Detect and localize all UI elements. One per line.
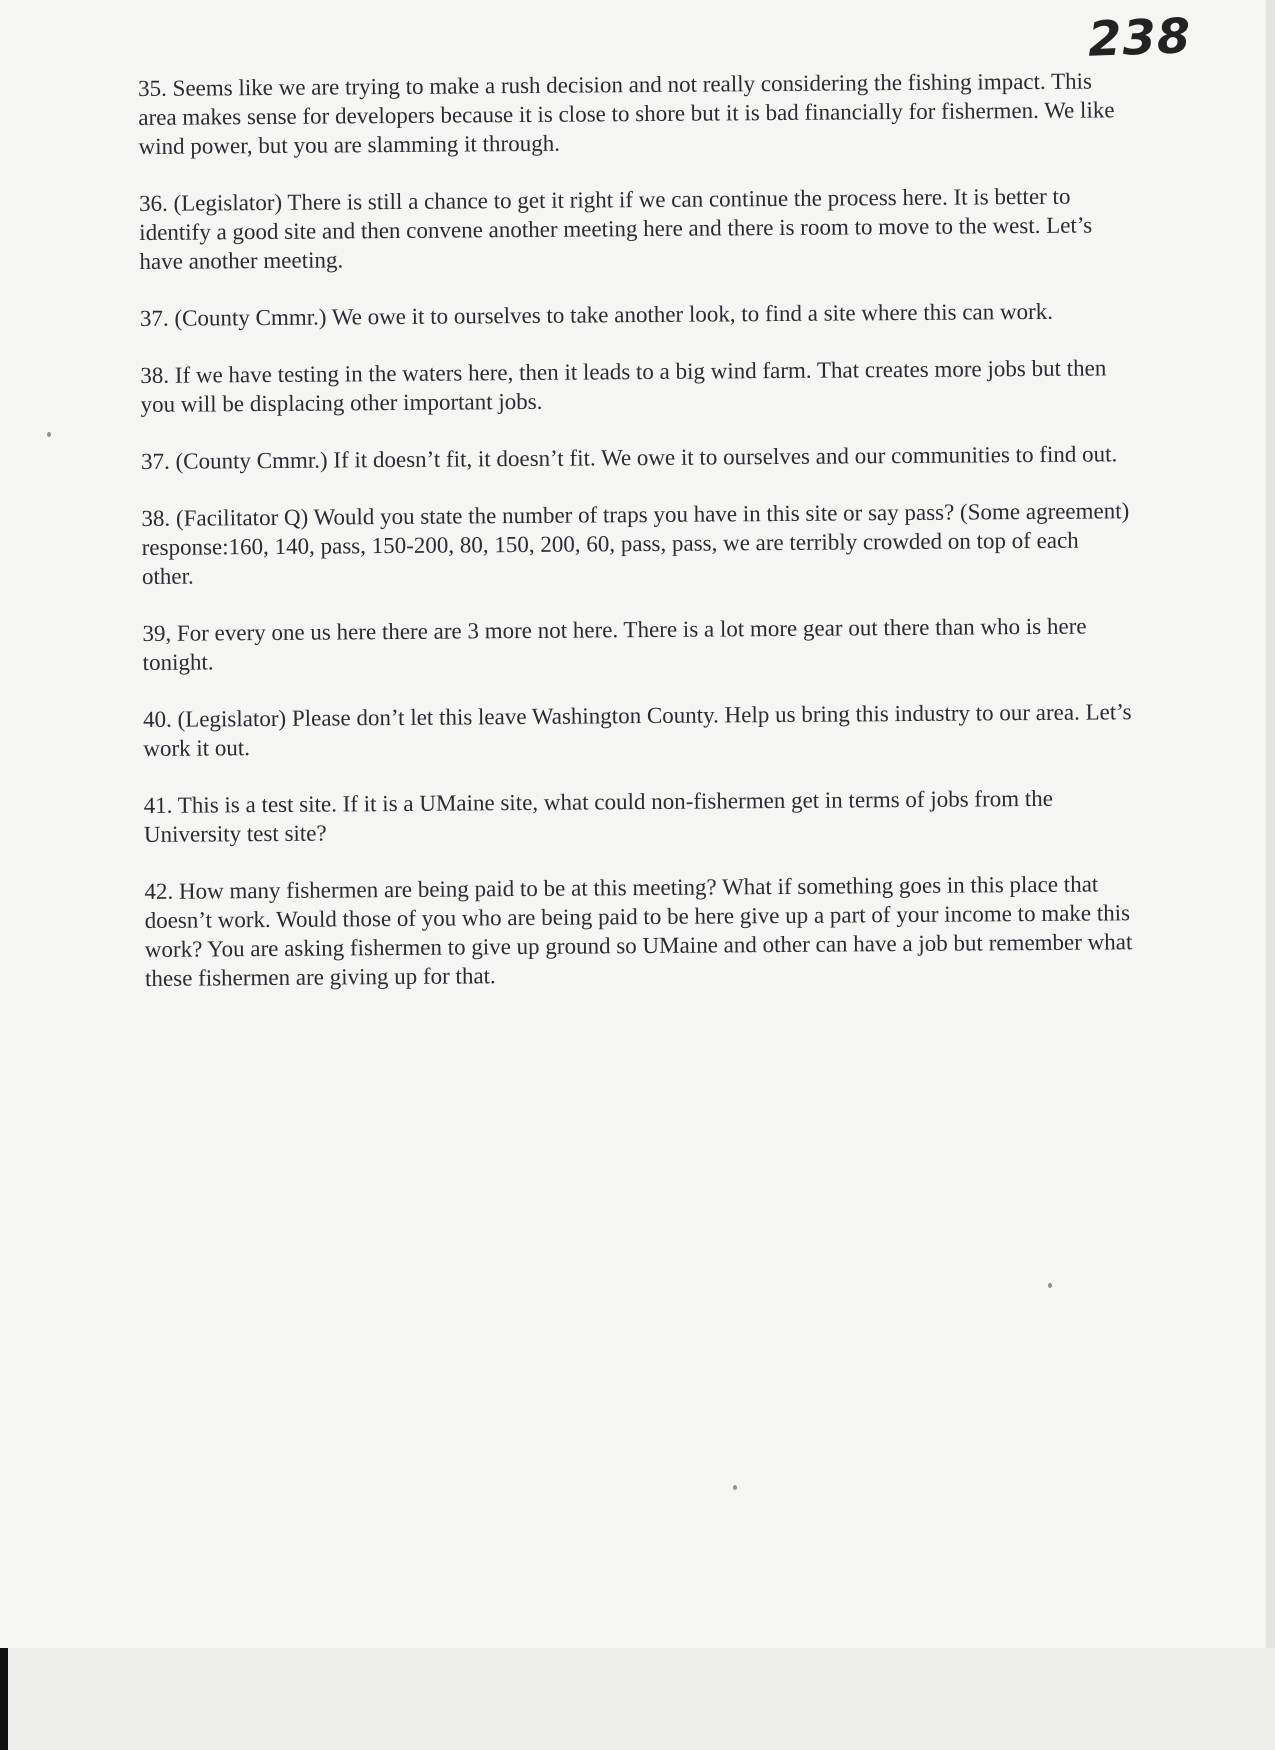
paragraph-37-first: 37. (County Cmmr.) We owe it to ourselves to take another look, to find a site where this can work. [139, 298, 1054, 331]
scan-edge [1266, 0, 1275, 1750]
paragraph-38-second: 38. (Facilitator Q) Would you state the number of traps you have in this site or say pass? (Some agreement) response:160, 140, pass, 150-200, 80, 150, 200, 60, pass, pass, we are terribly crowded on top of each other. [141, 498, 1130, 589]
document-body [138, 66, 1135, 1021]
scan-bottom-margin [0, 1648, 1275, 1750]
paragraph-42: 42. How many fishermen are being paid to be at this meeting? What if something goes in this place that doesn’t work. Would those of you who are being paid to be here give up a part of your income to make this work? You are asking fishermen to give up ground so UMaine and other can have a job but remember what these fishermen are giving up for that. [144, 871, 1133, 991]
paragraph-40: 40. (Legislator) Please don’t let this leave Washington County. Help us bring this industry to our area. Let’s work it out. [142, 699, 1132, 761]
paragraph-41: 41. This is a test site. If it is a UMaine site, what could non-fishermen get in terms of jobs from the University test site? [143, 785, 1054, 847]
scan-speck [733, 1485, 737, 1490]
handwritten-page-number: 238 [1087, 8, 1193, 68]
paragraph-37-second: 37. (County Cmmr.) If it doesn’t fit, it doesn’t fit. We owe it to ourselves and our communities to find out. [140, 441, 1118, 474]
paragraph-36: 36. (Legislator) There is still a chance to get it right if we can continue the process here. It is better to identify a good site and then convene another meeting here and there is room to move to the west. Let’s have another meeting. [138, 183, 1093, 274]
scan-edge-bar [0, 1648, 8, 1750]
paragraph-38-first: 38. If we have testing in the waters here, then it leads to a big wind farm. That creates more jobs but then you will be displacing other important jobs. [140, 355, 1107, 417]
paragraph-39: 39, For every one us here there are 3 more not here. There is a lot more gear out there than who is here tonight. [142, 613, 1087, 675]
scan-speck [47, 432, 51, 437]
paragraph-35: 35. Seems like we are trying to make a rush decision and not really considering the fishing impact. This area makes sense for developers because it is close to shore but it is bad financially for fishermen. We like wind power, but you are slamming it through. [138, 68, 1115, 159]
scan-speck [1048, 1283, 1052, 1288]
